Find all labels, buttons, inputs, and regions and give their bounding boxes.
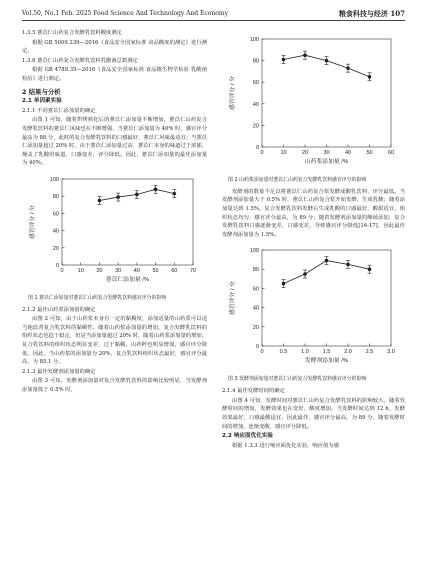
y-tick-label: 20 — [52, 245, 59, 252]
y-tick-label: 80 — [252, 267, 259, 274]
chart-figure-2 — [222, 31, 405, 171]
data-point — [368, 75, 372, 79]
paragraph-continued: 发酵剂的数量不足以将薏苡仁山药复合浆发酵成酸乳饮料，评分最低。当发酵剂添加量大于 0.5% 时，薏苡仁山药复合浆开始发酵，生成乳酸；随着添加量达到 1.5%，复合发酵乳饮料发酵后生成乳酸的口感最好，酸甜适宜，组织状态均匀，感官评分最高，为 89 分；随着发酵剂添加量的继续添加，复合发酵乳饮料口感逐渐变差，口感变差，导致感官评分降低[16-17]，因此最佳发酵剂添加量为 1.5%。 — [222, 188, 405, 238]
data-point — [154, 187, 158, 191]
x-tick-label: 30 — [115, 267, 122, 274]
data-point — [172, 192, 176, 196]
x-axis-label: 山药浆添加量 /% — [304, 159, 349, 165]
y-tick-label: 100 — [249, 248, 259, 255]
y-tick-label: 60 — [252, 80, 259, 87]
journal-volume: Vol.50, No.1 Feb. 2025 Food Science And Technology And Economy — [22, 10, 228, 17]
right-column — [222, 28, 405, 450]
y-tick-label: 60 — [252, 286, 259, 293]
data-point — [282, 282, 286, 286]
y-tick-label: 40 — [52, 228, 59, 235]
y-tick-label: 40 — [252, 101, 259, 108]
y-axis-label: 感官评分 / 分 — [230, 281, 236, 316]
x-tick-label: 1.5 — [322, 349, 331, 356]
x-tick-label: 2.0 — [344, 349, 352, 356]
data-point — [98, 199, 102, 203]
x-tick-label: 60 — [387, 150, 395, 156]
data-point — [303, 273, 307, 277]
paragraph-2-1-4: 由图 4 可知，发酵时间对薏苡仁山药复合发酵乳饮料的影响较大，随着发酵时间的增加，发酵效果也在变好，酸度增加，当发酵时间达到 12 h，发酵效果最好，口感最酸适宜，因此最佳，感官评分最高，为 89 分，随着发酵时间的增加，连渐变酸，感官评分降低。 — [222, 397, 405, 430]
y-tick-label: 80 — [252, 58, 259, 65]
plot-frame — [62, 179, 193, 265]
data-point — [303, 53, 307, 57]
section-2-1-4: 2.1.4 最佳发酵时间的确定 — [222, 388, 285, 395]
y-tick-label: 40 — [252, 305, 259, 312]
y-axis-label: 感官评分 / 分 — [230, 76, 236, 110]
section-2: 2 结果与分析 — [22, 87, 61, 96]
y-tick-label: 20 — [252, 325, 259, 332]
y-tick-label: 20 — [252, 123, 259, 130]
plot-frame — [262, 39, 391, 147]
x-axis-label: 发酵剂添加量 /% — [304, 358, 349, 365]
x-tick-label: 40 — [344, 150, 352, 156]
paragraph-1-3-6: 根据 GB 4789.35—2016《食品安全国家标准 食品微生物学检验 乳酸菌检验》进行测定。 — [22, 67, 207, 82]
section-1-3-6: 1.3.6 薏苡仁山药复合发酵乳饮料乳酸菌总数测定 — [22, 57, 138, 64]
x-tick-label: 10 — [280, 150, 287, 156]
section-2-1: 2.1 单因素实验 — [22, 98, 62, 105]
section-2-2: 2.2 响应面优化实验 — [222, 433, 274, 440]
figure-3 — [222, 242, 405, 374]
x-tick-label: 40 — [133, 267, 140, 274]
y-tick-label: 0 — [255, 145, 259, 151]
x-tick-label: 10 — [77, 267, 84, 274]
figure-2-caption: 图 2 山药浆添加量对薏苡仁山药复合发酵乳饮料感官评分的影响 — [228, 176, 367, 183]
paragraph-2-1-1: 由图 1 可知，随着烘烤熟化后的薏苡仁添加量不断增加，薏苡仁山药复合发酵乳饮料的薏苡仁风味也在不断增强，当薏苡仁添加量为 40% 时，感官评分最高为 88 分，此时的复合发酵乳饮料的口感最好，薏苡仁风味最适宜；当薏苡仁添加量超过 20% 时，由于薏苡仁添加量过高，薏苡仁本身的味道过于浓郁，掩盖了乳酸的味道，口感变差，评分降低。因此，薏苡仁添加量的最佳添加量为 40%。 — [22, 117, 207, 167]
x-tick-label: 70 — [189, 267, 197, 274]
left-column — [22, 28, 207, 395]
data-point — [346, 263, 350, 267]
data-point — [282, 58, 286, 62]
x-tick-label: 30 — [323, 150, 330, 156]
x-axis-label: 薏苡仁添加量 /% — [105, 276, 150, 283]
y-tick-label: 100 — [249, 37, 259, 43]
paragraph-2-1-2: 由图 2 可知，由于山药浆本身有一定的黏稠度，添加适量的山药浆可以适当地改善复合乳饮料的黏稠性。随着山药浆添加量的增加，复合发酵乳饮料的组织状态也趋于稳定，但是当添加量超过 20% 时，随着山药浆添加量的增加，复合乳饮料的组织状态明显变差，过于黏稠，山药粹也明显增加，感官评分降低，因此，当山药浆的添加量为 20%，复合乳饮料组织状态最好，感官评分最高，为 85.1 分。 — [22, 316, 207, 366]
paragraph-2-1-3: 由图 3 可知，发酵剂添加量对复合发酵乳饮料的影响比较明显，当发酵剂添加量低于 0.5% 时， — [22, 378, 207, 394]
data-point — [135, 193, 139, 197]
x-tick-label: 0 — [260, 349, 264, 356]
section-2-1-1: 2.1.1 不同薏苡仁添加量的确定 — [22, 107, 96, 114]
data-point — [346, 66, 350, 70]
data-point — [325, 59, 329, 63]
x-tick-label: 0 — [260, 150, 264, 156]
x-tick-label: 0.5 — [279, 349, 288, 356]
figure-1 — [22, 171, 207, 293]
y-axis-label: 感官评分 / 分 — [30, 204, 36, 239]
journal-title-page: 粮食科技与经济 107 — [338, 9, 405, 18]
section-1-3-5: 1.3.5 薏苡仁山药复合发酵乳饮料酸度测定 — [22, 30, 122, 36]
paragraph-2-2: 根据 1.3.3 进行响应面优化实验，响应值为感 — [232, 442, 339, 449]
data-point — [325, 259, 329, 263]
x-tick-label: 2.5 — [365, 349, 374, 356]
y-tick-label: 0 — [255, 344, 259, 351]
x-tick-label: 50 — [366, 150, 373, 156]
x-tick-label: 0 — [60, 267, 64, 274]
section-2-1-2: 2.1.2 最佳山药浆添加量的确定 — [22, 306, 96, 313]
data-point — [368, 268, 372, 272]
x-tick-label: 20 — [301, 150, 309, 156]
figure-1-caption: 图 1 薏苡仁添加量对薏苡仁山药复合发酵乳饮料感官评分的影响 — [28, 294, 167, 301]
paragraph-1-3-5: 根据 GB 5009.239—2016《食品安全国家标准 食品酸度的测定》进行测定。 — [22, 39, 207, 55]
data-point — [116, 195, 120, 199]
x-tick-label: 1.0 — [301, 349, 309, 356]
page-header — [22, 8, 405, 21]
y-tick-label: 100 — [49, 176, 59, 183]
x-tick-label: 60 — [171, 267, 178, 274]
x-tick-label: 50 — [152, 267, 159, 274]
chart-figure-3 — [222, 242, 405, 370]
figure-3-caption: 图 3 发酵剂添加量对薏苡仁山药复合发酵乳饮料感官评分的影响 — [228, 375, 367, 382]
y-tick-label: 80 — [52, 194, 59, 201]
x-tick-label: 3.0 — [387, 349, 395, 356]
section-2-1-3: 2.1.3 最佳发酵剂添加量的确定 — [22, 368, 96, 375]
y-tick-label: 0 — [55, 262, 59, 269]
chart-figure-1 — [22, 171, 207, 289]
x-tick-label: 20 — [96, 267, 103, 274]
y-tick-label: 60 — [52, 211, 59, 218]
figure-2 — [222, 31, 405, 175]
